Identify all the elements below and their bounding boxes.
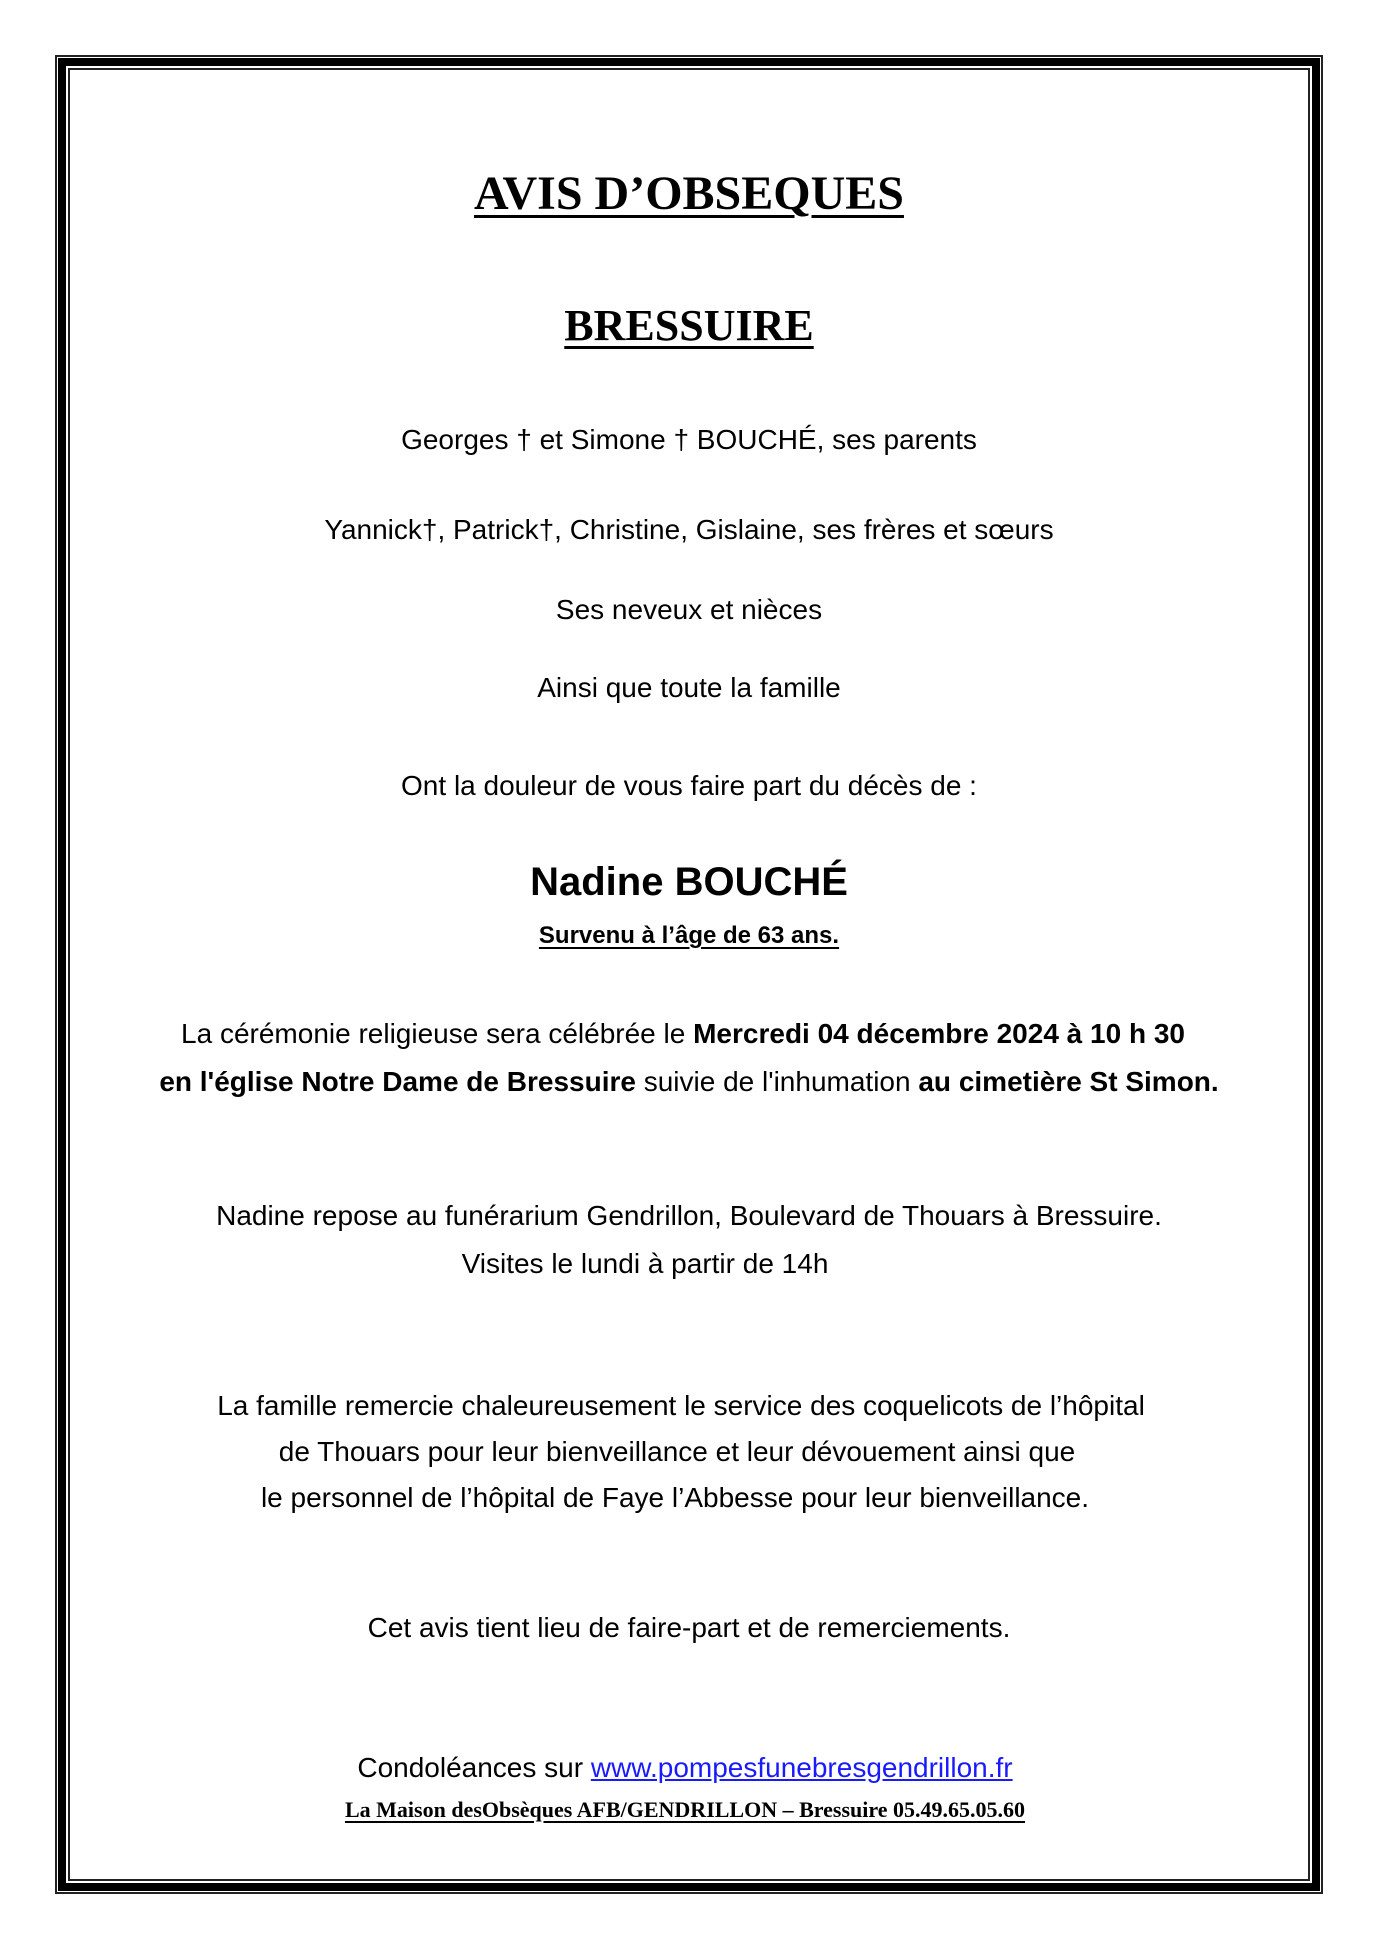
condolences-line xyxy=(0,1752,1374,1784)
notice-town: BRESSUIRE xyxy=(564,301,814,350)
family-all: Ainsi que toute la famille xyxy=(537,672,841,703)
ceremony-cemetery: au cimetière St Simon. xyxy=(918,1066,1219,1097)
ceremony-church: en l'église Notre Dame de Bressuire xyxy=(159,1066,636,1097)
thanks-line-2: de Thouars pour leur bienveillance et leur dévouement ainsi que xyxy=(278,1436,1076,1467)
ceremony-date: Mercredi 04 décembre 2024 à 10 h 30 xyxy=(693,1018,1185,1049)
family-parents: Georges † et Simone † BOUCHÉ, ses parents xyxy=(401,424,977,455)
announcement-line: Ont la douleur de vous faire part du décès de : xyxy=(401,770,977,801)
thanks-line-3: le personnel de l’hôpital de Faye l’Abbesse pour leur bienveillance. xyxy=(260,1482,1090,1513)
ceremony-middle: suivie de l'inhumation xyxy=(635,1066,919,1097)
notice-title: AVIS D’OBSEQUES xyxy=(474,167,904,220)
ceremony-prefix: La cérémonie religieuse sera célébrée le xyxy=(181,1018,694,1049)
rest-line-2: Visites le lundi à partir de 14h xyxy=(461,1248,829,1279)
family-siblings: Yannick†, Patrick†, Christine, Gislaine, ses frères et sœurs xyxy=(324,514,1054,545)
ceremony-line-2 xyxy=(0,1066,1378,1098)
funeral-home-footer: La Maison desObsèques AFB/GENDRILLON – Bressuire 05.49.65.05.60 xyxy=(344,1797,1026,1822)
closing-note: Cet avis tient lieu de faire-part et de remerciements. xyxy=(367,1612,1011,1643)
thanks-line-1: La famille remercie chaleureusement le service des coquelicots de l’hôpital xyxy=(217,1390,1145,1421)
deceased-name: Nadine BOUCHÉ xyxy=(530,860,848,904)
condolences-prefix: Condoléances sur xyxy=(357,1752,591,1783)
family-nephews: Ses neveux et nièces xyxy=(555,594,823,625)
ceremony-line-1 xyxy=(0,1018,1372,1050)
rest-line-1: Nadine repose au funérarium Gendrillon, Boulevard de Thouars à Bressuire. xyxy=(216,1200,1162,1231)
age-line: Survenu à l’âge de 63 ans. xyxy=(538,922,840,949)
condolences-link[interactable]: www.pompesfunebresgendrillon.fr xyxy=(590,1752,1013,1783)
